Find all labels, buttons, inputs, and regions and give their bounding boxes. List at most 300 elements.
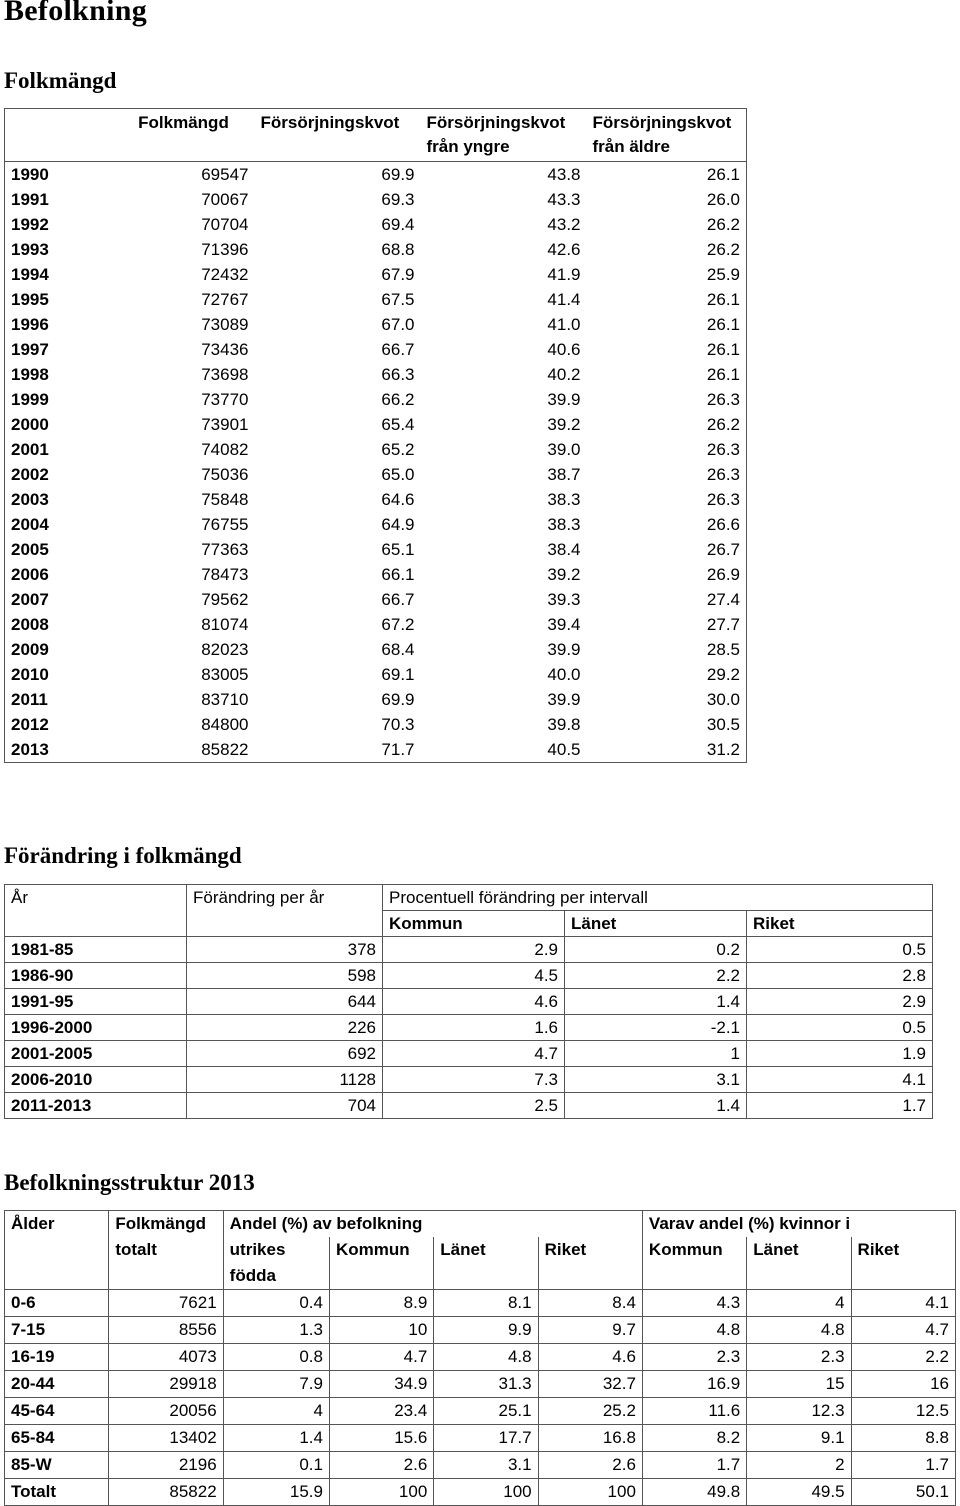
table-cell: 39.8 xyxy=(547,715,581,734)
header-empty-cell xyxy=(329,1263,433,1290)
table-cell: 26.0 xyxy=(587,187,747,212)
table-cell: 1.4 xyxy=(565,1093,747,1119)
table-cell: 15.6 xyxy=(329,1425,433,1452)
header-empty-cell xyxy=(642,1263,746,1290)
table-cell: 4 xyxy=(747,1290,851,1317)
table-cell: 8.2 xyxy=(642,1425,746,1452)
table-cell: 85822 xyxy=(113,737,255,763)
row-label-cell: 85-W xyxy=(5,1452,109,1479)
table-cell: 41.4 xyxy=(547,290,581,309)
table-row xyxy=(5,337,747,362)
table-cell: 75036 xyxy=(201,465,249,484)
table-row xyxy=(5,937,933,963)
row-label-cell: 1981-85 xyxy=(5,937,187,963)
table-cell: 26.2 xyxy=(587,412,747,437)
row-label-cell: 2002 xyxy=(5,462,113,487)
table-cell: 50.1 xyxy=(851,1479,955,1506)
section-heading-forandring: Förändring i folkmängd xyxy=(4,843,242,868)
table-cell: 3.1 xyxy=(565,1067,747,1093)
header-folkmangd: Folkmängd xyxy=(113,109,255,162)
table-cell: 66.7 xyxy=(381,590,415,609)
table-cell: 38.4 xyxy=(547,540,581,559)
table-cell: 73436 xyxy=(201,340,249,359)
table-cell: 1.7 xyxy=(747,1093,933,1119)
header-empty-cell xyxy=(747,1263,851,1290)
table-cell: 692 xyxy=(187,1041,383,1067)
table-cell: 100 xyxy=(538,1479,642,1506)
table-cell: 73901 xyxy=(201,415,249,434)
table-cell: 27.7 xyxy=(587,612,747,637)
row-label-cell: 1992 xyxy=(5,212,113,237)
table-cell: 4.8 xyxy=(747,1317,851,1344)
table-cell: 2.5 xyxy=(383,1093,565,1119)
header-kommun: Kommun xyxy=(383,911,565,937)
table-cell: 39.3 xyxy=(547,590,581,609)
table-header-row xyxy=(5,1211,956,1238)
row-label-cell: 1999 xyxy=(5,387,113,412)
table-cell: 23.4 xyxy=(329,1398,433,1425)
table-cell: 67.9 xyxy=(381,265,415,284)
table-cell: 4.7 xyxy=(851,1317,955,1344)
table-cell: 69.3 xyxy=(381,190,415,209)
table-cell: 9.9 xyxy=(434,1317,538,1344)
table-row xyxy=(5,963,933,989)
table-cell: 78473 xyxy=(201,565,249,584)
table-row xyxy=(5,737,747,763)
table-cell: 39.2 xyxy=(547,415,581,434)
table-cell: 8.1 xyxy=(434,1290,538,1317)
table-row xyxy=(5,587,747,612)
row-label-cell: 2009 xyxy=(5,637,113,662)
table-row xyxy=(5,237,747,262)
table-cell: 43.8 xyxy=(547,165,581,184)
row-label-cell: 2007 xyxy=(5,587,113,612)
table-row xyxy=(5,487,747,512)
table-cell: 7.9 xyxy=(223,1371,329,1398)
table-cell: 15.9 xyxy=(223,1479,329,1506)
table-cell: 39.4 xyxy=(547,615,581,634)
table-cell: 7621 xyxy=(109,1290,223,1317)
table-row xyxy=(5,362,747,387)
table-cell: 15 xyxy=(747,1371,851,1398)
table-header-row xyxy=(5,109,747,162)
table-cell: 1.4 xyxy=(565,989,747,1015)
table-cell: 73698 xyxy=(201,365,249,384)
table-row xyxy=(5,1041,933,1067)
header-empty-cell xyxy=(851,1263,955,1290)
table-row xyxy=(5,387,747,412)
row-label-cell: 65-84 xyxy=(5,1425,109,1452)
table-cell: 12.3 xyxy=(747,1398,851,1425)
row-label-cell: 2001 xyxy=(5,437,113,462)
header-riket-kvinnor: Riket xyxy=(851,1237,955,1263)
table-cell: 10 xyxy=(329,1317,433,1344)
table-cell: 40.6 xyxy=(547,340,581,359)
header-ar: År xyxy=(5,885,187,937)
table-cell: -2.1 xyxy=(565,1015,747,1041)
table-cell: 67.2 xyxy=(381,615,415,634)
table-cell: 70067 xyxy=(201,190,249,209)
table-cell: 25.2 xyxy=(538,1398,642,1425)
table-cell: 704 xyxy=(187,1093,383,1119)
table-row xyxy=(5,312,747,337)
row-label-cell: 1996-2000 xyxy=(5,1015,187,1041)
row-label-cell: 7-15 xyxy=(5,1317,109,1344)
table-cell: 20056 xyxy=(109,1398,223,1425)
table-row xyxy=(5,1398,956,1425)
table-cell: 39.9 xyxy=(547,390,581,409)
table-cell: 644 xyxy=(187,989,383,1015)
table-row xyxy=(5,1371,956,1398)
header-lanet-kvinnor: Länet xyxy=(747,1237,851,1263)
table-cell: 4.5 xyxy=(383,963,565,989)
header-forsorjningskvot-aldre: Försörjningskvot från äldre xyxy=(587,109,747,162)
table-cell: 1.4 xyxy=(223,1425,329,1452)
table-cell: 30.0 xyxy=(587,687,747,712)
table-cell: 29918 xyxy=(109,1371,223,1398)
section-heading-folkmangd: Folkmängd xyxy=(4,68,117,93)
table-cell: 1.3 xyxy=(223,1317,329,1344)
table-row xyxy=(5,637,747,662)
table-cell: 69.9 xyxy=(381,165,415,184)
table-cell: 26.1 xyxy=(587,362,747,387)
table-cell: 79562 xyxy=(201,590,249,609)
header-utrikes-a: utrikes xyxy=(223,1237,329,1263)
table-cell: 9.1 xyxy=(747,1425,851,1452)
table-cell: 26.2 xyxy=(587,237,747,262)
row-label-cell: 1996 xyxy=(5,312,113,337)
row-label-cell: 2006 xyxy=(5,562,113,587)
table-cell: 2.3 xyxy=(642,1344,746,1371)
row-label-cell: 2011 xyxy=(5,687,113,712)
table-cell: 26.7 xyxy=(587,537,747,562)
table-cell: 34.9 xyxy=(329,1371,433,1398)
table-cell: 77363 xyxy=(201,540,249,559)
row-label-cell: 2003 xyxy=(5,487,113,512)
table-cell: 11.6 xyxy=(642,1398,746,1425)
row-label-cell: 1994 xyxy=(5,262,113,287)
table-cell: 26.3 xyxy=(587,437,747,462)
table-cell: 31.2 xyxy=(587,737,747,763)
row-label-cell: Totalt xyxy=(5,1479,109,1506)
table-cell: 71396 xyxy=(201,240,249,259)
table-cell: 75848 xyxy=(201,490,249,509)
header-forsorjningskvot-yngre: Försörjningskvot från yngre xyxy=(421,109,587,162)
table-cell: 2196 xyxy=(109,1452,223,1479)
table-cell: 2.6 xyxy=(329,1452,433,1479)
table-row xyxy=(5,1344,956,1371)
row-label-cell: 1991-95 xyxy=(5,989,187,1015)
table-cell: 2.8 xyxy=(747,963,933,989)
table-cell: 64.6 xyxy=(381,490,415,509)
row-label-cell: 2005 xyxy=(5,537,113,562)
table-cell: 4.1 xyxy=(851,1290,955,1317)
row-label-cell: 0-6 xyxy=(5,1290,109,1317)
table-row xyxy=(5,512,747,537)
table-cell: 100 xyxy=(329,1479,433,1506)
table-cell: 25.1 xyxy=(434,1398,538,1425)
row-label-cell: 45-64 xyxy=(5,1398,109,1425)
table-cell: 16 xyxy=(851,1371,955,1398)
table-row xyxy=(5,1479,956,1506)
table-cell: 9.7 xyxy=(538,1317,642,1344)
table-cell: 26.6 xyxy=(587,512,747,537)
table-row xyxy=(5,212,747,237)
table-cell: 67.5 xyxy=(381,290,415,309)
row-label-cell: 2006-2010 xyxy=(5,1067,187,1093)
table-cell: 100 xyxy=(434,1479,538,1506)
header-forandring-per-ar: Förändring per år xyxy=(187,885,383,937)
table-cell: 43.3 xyxy=(547,190,581,209)
table-cell: 0.1 xyxy=(223,1452,329,1479)
header-kvinnor: Varav andel (%) kvinnor i xyxy=(642,1211,955,1238)
table-cell: 1.9 xyxy=(747,1041,933,1067)
table-row xyxy=(5,1452,956,1479)
table-row xyxy=(5,537,747,562)
table-row xyxy=(5,262,747,287)
table-cell: 28.5 xyxy=(587,637,747,662)
table-cell: 65.1 xyxy=(381,540,415,559)
row-label-cell: 2012 xyxy=(5,712,113,737)
table-cell: 26.3 xyxy=(587,462,747,487)
table-cell: 83005 xyxy=(201,665,249,684)
change-table xyxy=(4,884,933,1119)
table-row xyxy=(5,562,747,587)
table-cell: 8.9 xyxy=(329,1290,433,1317)
table-cell: 68.4 xyxy=(381,640,415,659)
table-cell: 70.3 xyxy=(381,715,415,734)
table-cell: 4.8 xyxy=(642,1317,746,1344)
table-cell: 69547 xyxy=(201,165,249,184)
row-label-cell: 2010 xyxy=(5,662,113,687)
table-cell: 72432 xyxy=(201,265,249,284)
header-utrikes-b: födda xyxy=(223,1263,329,1290)
table-cell: 38.3 xyxy=(547,490,581,509)
header-lanet: Länet xyxy=(434,1237,538,1263)
table-cell: 31.3 xyxy=(434,1371,538,1398)
table-cell: 64.9 xyxy=(381,515,415,534)
table-cell: 65.4 xyxy=(381,415,415,434)
row-label-cell: 2001-2005 xyxy=(5,1041,187,1067)
table-cell: 70704 xyxy=(201,215,249,234)
table-cell: 81074 xyxy=(201,615,249,634)
row-label-cell: 1997 xyxy=(5,337,113,362)
table-cell: 4.7 xyxy=(329,1344,433,1371)
table-cell: 30.5 xyxy=(587,712,747,737)
table-cell: 38.7 xyxy=(547,465,581,484)
table-row xyxy=(5,662,747,687)
header-riket: Riket xyxy=(747,911,933,937)
table-cell: 0.4 xyxy=(223,1290,329,1317)
table-cell: 38.3 xyxy=(547,515,581,534)
table-cell: 26.1 xyxy=(587,162,747,188)
table-cell: 2.9 xyxy=(747,989,933,1015)
table-cell: 4.7 xyxy=(383,1041,565,1067)
table-cell: 73089 xyxy=(201,315,249,334)
header-alder: Ålder xyxy=(5,1211,109,1290)
header-procentuell: Procentuell förändring per intervall xyxy=(383,885,933,911)
table-cell: 17.7 xyxy=(434,1425,538,1452)
table-cell: 66.2 xyxy=(381,390,415,409)
table-cell: 65.0 xyxy=(381,465,415,484)
table-cell: 2.9 xyxy=(383,937,565,963)
row-label-cell: 1998 xyxy=(5,362,113,387)
table-cell: 39.9 xyxy=(547,640,581,659)
table-cell: 1.6 xyxy=(383,1015,565,1041)
table-cell: 26.1 xyxy=(587,337,747,362)
table-cell: 41.9 xyxy=(547,265,581,284)
table-cell: 8.4 xyxy=(538,1290,642,1317)
row-label-cell: 2013 xyxy=(5,737,113,763)
table-cell: 73770 xyxy=(201,390,249,409)
table-cell: 74082 xyxy=(201,440,249,459)
table-cell: 8.8 xyxy=(851,1425,955,1452)
table-cell: 68.8 xyxy=(381,240,415,259)
table-cell: 226 xyxy=(187,1015,383,1041)
table-cell: 2.3 xyxy=(747,1344,851,1371)
table-cell: 26.9 xyxy=(587,562,747,587)
table-cell: 378 xyxy=(187,937,383,963)
table-cell: 0.8 xyxy=(223,1344,329,1371)
table-cell: 0.2 xyxy=(565,937,747,963)
table-row xyxy=(5,287,747,312)
table-cell: 598 xyxy=(187,963,383,989)
table-cell: 67.0 xyxy=(381,315,415,334)
table-cell: 84800 xyxy=(201,715,249,734)
row-label-cell: 1995 xyxy=(5,287,113,312)
table-cell: 4.6 xyxy=(538,1344,642,1371)
table-cell: 26.3 xyxy=(587,487,747,512)
table-cell: 1 xyxy=(565,1041,747,1067)
table-cell: 42.6 xyxy=(547,240,581,259)
table-row xyxy=(5,989,933,1015)
table-cell: 39.2 xyxy=(547,565,581,584)
table-cell: 16.8 xyxy=(538,1425,642,1452)
table-row xyxy=(5,412,747,437)
page-title: Befolkning xyxy=(4,0,148,27)
table-row xyxy=(5,612,747,637)
row-label-cell: 2011-2013 xyxy=(5,1093,187,1119)
table-cell: 40.5 xyxy=(421,737,587,763)
table-row xyxy=(5,1067,933,1093)
table-cell: 25.9 xyxy=(587,262,747,287)
table-cell: 66.1 xyxy=(381,565,415,584)
header-kommun-kvinnor: Kommun xyxy=(642,1237,746,1263)
header-folkmangd-b: totalt xyxy=(109,1237,223,1290)
table-cell: 82023 xyxy=(201,640,249,659)
table-cell: 26.1 xyxy=(587,287,747,312)
table-cell: 69.9 xyxy=(381,690,415,709)
table-row xyxy=(5,712,747,737)
table-cell: 32.7 xyxy=(538,1371,642,1398)
table-subheader-row xyxy=(5,1237,956,1263)
row-label-cell: 1986-90 xyxy=(5,963,187,989)
table-cell: 2.2 xyxy=(565,963,747,989)
table-row xyxy=(5,1093,933,1119)
table-cell: 66.7 xyxy=(381,340,415,359)
table-cell: 43.2 xyxy=(547,215,581,234)
header-kommun: Kommun xyxy=(329,1237,433,1263)
table-cell: 7.3 xyxy=(383,1067,565,1093)
table-row xyxy=(5,1425,956,1452)
row-label-cell: 2008 xyxy=(5,612,113,637)
table-cell: 16.9 xyxy=(642,1371,746,1398)
table-cell: 1.7 xyxy=(642,1452,746,1479)
header-cell xyxy=(5,109,113,162)
table-cell: 29.2 xyxy=(587,662,747,687)
table-cell: 26.1 xyxy=(587,312,747,337)
row-label-cell: 1991 xyxy=(5,187,113,212)
table-cell: 4 xyxy=(223,1398,329,1425)
table-cell: 40.0 xyxy=(547,665,581,684)
row-label-cell: 16-19 xyxy=(5,1344,109,1371)
table-cell: 27.4 xyxy=(587,587,747,612)
table-cell: 39.0 xyxy=(547,440,581,459)
table-row xyxy=(5,1317,956,1344)
table-cell: 13402 xyxy=(109,1425,223,1452)
table-row xyxy=(5,462,747,487)
table-header-row xyxy=(5,885,933,911)
table-cell: 41.0 xyxy=(547,315,581,334)
table-cell: 66.3 xyxy=(381,365,415,384)
table-row xyxy=(5,162,747,188)
table-cell: 49.5 xyxy=(747,1479,851,1506)
table-cell: 39.9 xyxy=(547,690,581,709)
table-cell: 72767 xyxy=(201,290,249,309)
table-row xyxy=(5,187,747,212)
table-cell: 4.6 xyxy=(383,989,565,1015)
table-cell: 1.7 xyxy=(851,1452,955,1479)
table-cell: 40.2 xyxy=(547,365,581,384)
population-table xyxy=(4,108,747,763)
table-cell: 0.5 xyxy=(747,937,933,963)
table-row xyxy=(5,437,747,462)
header-empty-cell xyxy=(434,1263,538,1290)
row-label-cell: 20-44 xyxy=(5,1371,109,1398)
table-row xyxy=(5,1290,956,1317)
table-cell: 26.2 xyxy=(587,212,747,237)
table-cell: 4073 xyxy=(109,1344,223,1371)
table-cell: 69.4 xyxy=(381,215,415,234)
table-cell: 4.3 xyxy=(642,1290,746,1317)
row-label-cell: 2000 xyxy=(5,412,113,437)
table-cell: 4.1 xyxy=(747,1067,933,1093)
table-cell: 65.2 xyxy=(381,440,415,459)
table-cell: 71.7 xyxy=(255,737,421,763)
table-cell: 0.5 xyxy=(747,1015,933,1041)
section-heading-befolkningsstruktur: Befolkningsstruktur 2013 xyxy=(4,1170,255,1195)
row-label-cell: 2004 xyxy=(5,512,113,537)
table-cell: 2 xyxy=(747,1452,851,1479)
table-cell: 1128 xyxy=(187,1067,383,1093)
header-folkmangd-a: Folkmängd xyxy=(109,1211,223,1238)
table-cell: 49.8 xyxy=(642,1479,746,1506)
table-cell: 69.1 xyxy=(381,665,415,684)
table-cell: 85822 xyxy=(109,1479,223,1506)
header-riket: Riket xyxy=(538,1237,642,1263)
table-cell: 76755 xyxy=(201,515,249,534)
table-cell: 83710 xyxy=(201,690,249,709)
header-lanet: Länet xyxy=(565,911,747,937)
header-empty-cell xyxy=(538,1263,642,1290)
row-label-cell: 1990 xyxy=(5,162,113,188)
table-cell: 3.1 xyxy=(434,1452,538,1479)
table-cell: 4.8 xyxy=(434,1344,538,1371)
structure-table xyxy=(4,1210,956,1506)
row-label-cell: 1993 xyxy=(5,237,113,262)
header-forsorjningskvot: Försörjningskvot xyxy=(255,109,421,162)
table-cell: 8556 xyxy=(109,1317,223,1344)
